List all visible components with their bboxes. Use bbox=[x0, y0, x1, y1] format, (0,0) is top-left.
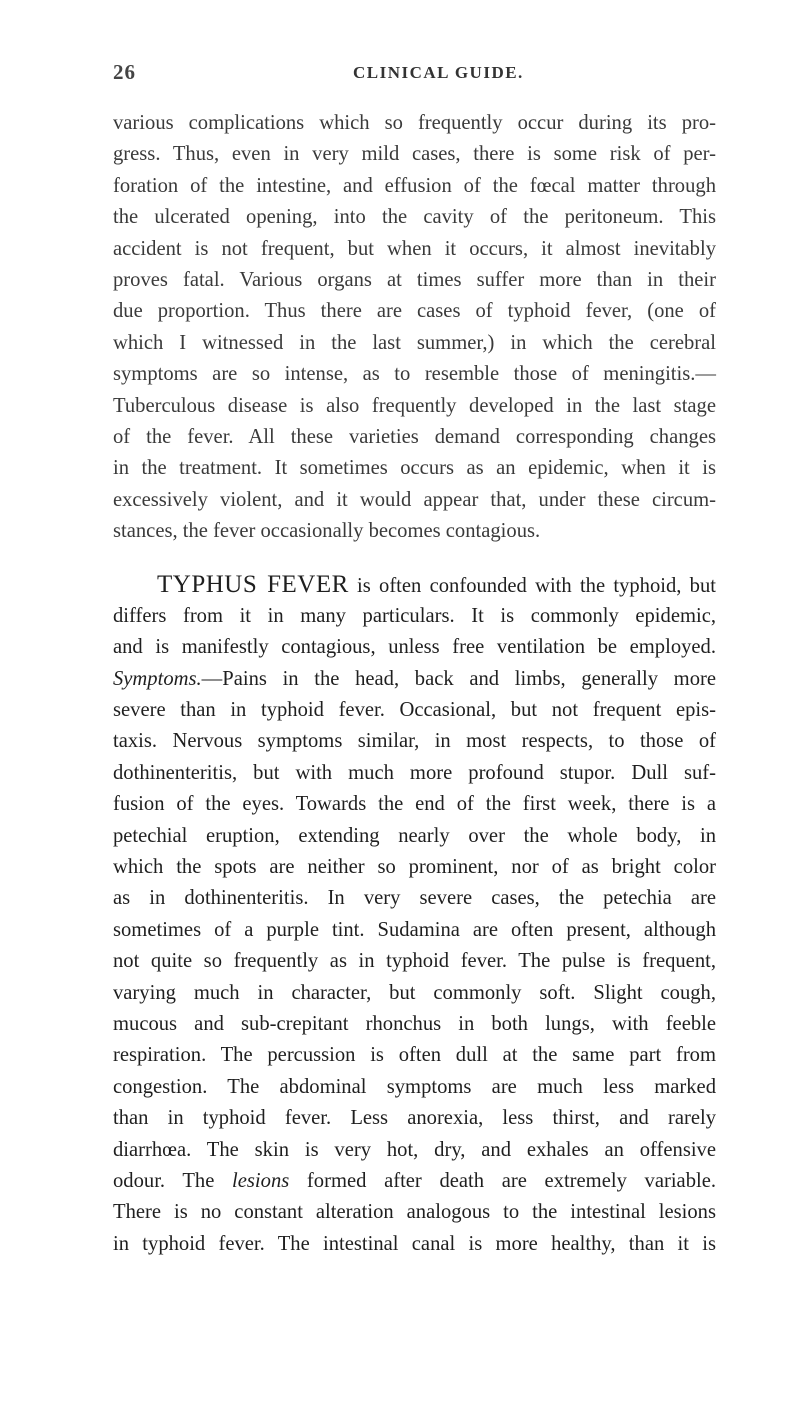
text-line: There is no constant alteration analogous to the intestinal lesions bbox=[113, 1201, 716, 1224]
text-line: mucous and sub-crepitant rhonchus in both lungs, with feeble bbox=[113, 1012, 716, 1035]
section-lead-typhus-fever: TYPHUS FEVER bbox=[157, 571, 349, 599]
paragraph-typhoid-complications bbox=[113, 108, 716, 547]
text-fragment: formed after death are extremely variable. bbox=[289, 1169, 716, 1192]
text-line: in typhoid fever. The intestinal canal is more healthy, than it is bbox=[113, 1232, 716, 1255]
body-text bbox=[113, 108, 716, 1260]
text-line: foration of the intestine, and effusion of the fœcal matter through bbox=[113, 174, 716, 197]
text-line: not quite so frequently as in typhoid fever. The pulse is frequent, bbox=[113, 950, 716, 973]
symptoms-label: Symptoms. bbox=[113, 667, 202, 690]
text-line: dothinenteritis, but with much more profound stupor. Dull suf- bbox=[113, 761, 716, 784]
text-line: due proportion. Thus there are cases of typhoid fever, (one of bbox=[113, 300, 716, 323]
text-fragment: —Pains in the head, back and limbs, generally more bbox=[201, 667, 716, 690]
text-line: symptoms are so intense, as to resemble those of meningitis.— bbox=[113, 363, 716, 386]
text-line: which I witnessed in the last summer,) in which the cerebral bbox=[113, 331, 716, 354]
text-line bbox=[113, 569, 716, 600]
text-line: petechial eruption, extending nearly over the whole body, in bbox=[113, 824, 716, 847]
text-line: varying much in character, but commonly soft. Slight cough, bbox=[113, 981, 716, 1004]
text-line bbox=[113, 664, 716, 695]
text-line: various complications which so frequently occur during its pro- bbox=[113, 112, 716, 134]
text-line: severe than in typhoid fever. Occasional, but not frequent epis- bbox=[113, 699, 716, 722]
text-line: diarrhœa. The skin is very hot, dry, and exhales an offensive bbox=[113, 1138, 716, 1161]
text-line: excessively violent, and it would appear that, under these circum- bbox=[113, 488, 716, 511]
text-line bbox=[113, 1166, 716, 1197]
text-line: fusion of the eyes. Towards the end of the first week, there is a bbox=[113, 793, 716, 816]
text-line: than in typhoid fever. Less anorexia, less thirst, and rarely bbox=[113, 1107, 716, 1130]
page-number: 26 bbox=[113, 60, 136, 84]
paragraph-typhus-fever bbox=[113, 569, 716, 1260]
text-line: respiration. The percussion is often dull at the same part from bbox=[113, 1044, 716, 1067]
running-head bbox=[113, 60, 713, 84]
text-line: proves fatal. Various organs at times suffer more than in their bbox=[113, 268, 716, 291]
text-line: the ulcerated opening, into the cavity of the peritoneum. This bbox=[113, 206, 716, 229]
text-line: which the spots are neither so prominent, nor of as bright color bbox=[113, 855, 716, 878]
text-line: as in dothinenteritis. In very severe cases, the petechia are bbox=[113, 887, 716, 910]
text-line: Tuberculous disease is also frequently developed in the last stage bbox=[113, 394, 716, 417]
running-title: CLINICAL GUIDE. bbox=[353, 63, 524, 82]
text-line: congestion. The abdominal symptoms are much less marked bbox=[113, 1075, 716, 1098]
text-line: gress. Thus, even in very mild cases, there is some risk of per- bbox=[113, 143, 716, 166]
text-line: taxis. Nervous symptoms similar, in most respects, to those of bbox=[113, 730, 716, 753]
lesions-label: lesions bbox=[232, 1169, 290, 1192]
text-line: accident is not frequent, but when it occurs, it almost inevitably bbox=[113, 237, 716, 260]
text-line: and is manifestly contagious, unless free ventilation be employed. bbox=[113, 636, 716, 659]
text-line: sometimes of a purple tint. Sudamina are often present, although bbox=[113, 918, 716, 941]
text-fragment: is often confounded with the typhoid, but bbox=[348, 575, 717, 598]
text-line: differs from it in many particulars. It is commonly epidemic, bbox=[113, 604, 716, 627]
text-line: in the treatment. It sometimes occurs as an epidemic, when it is bbox=[113, 457, 716, 480]
text-fragment: odour. The bbox=[113, 1169, 233, 1192]
text-line: stances, the fever occasionally becomes contagious. bbox=[113, 520, 541, 543]
text-line: of the fever. All these varieties demand corresponding changes bbox=[113, 425, 716, 448]
